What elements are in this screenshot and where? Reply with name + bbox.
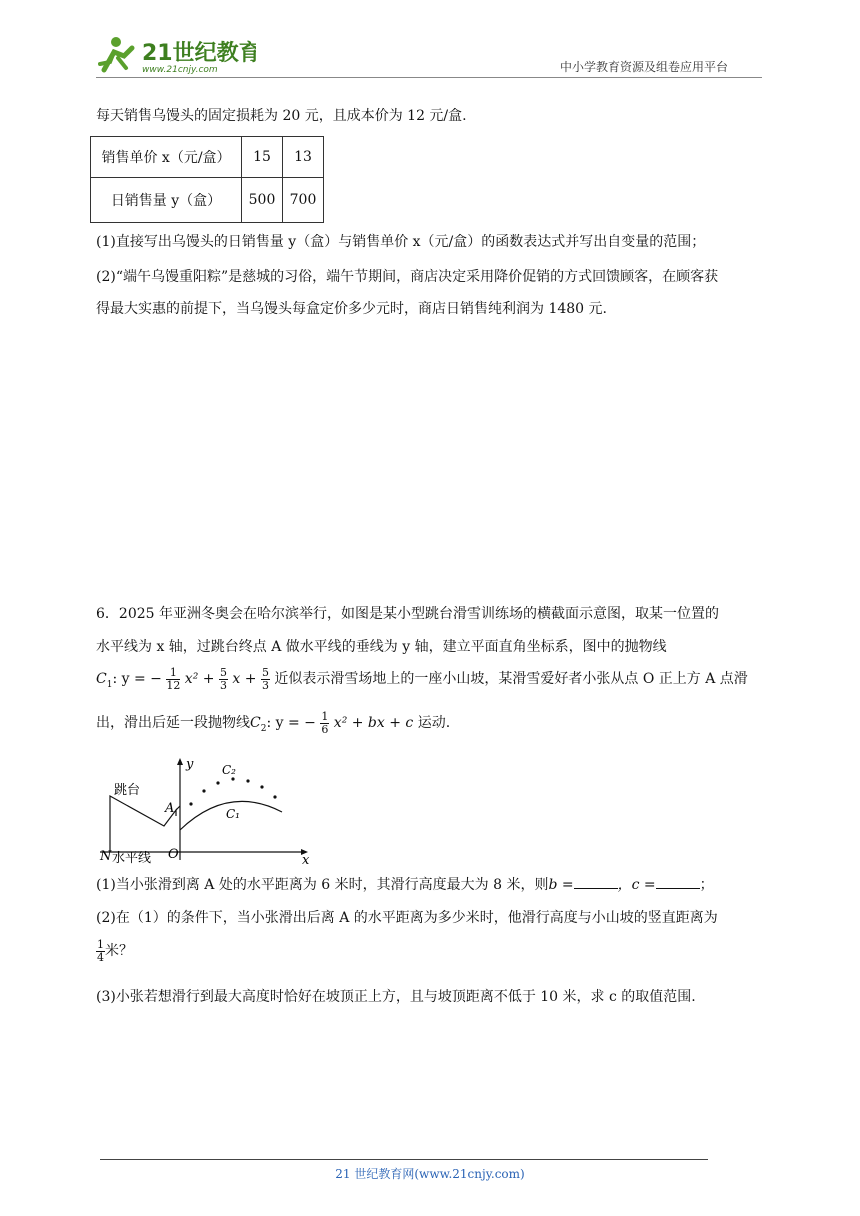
fraction: $\frac{1}{12}$ <box>166 665 181 692</box>
table-cell: 13 <box>283 137 324 178</box>
q6-part2-line1: (2)在（1）的条件下，当小张滑出后离 A 的水平距离为多少米时，他滑行高度与小山坡的竖直距离为 <box>96 910 718 926</box>
q6-line3: $C_1$: y = − $\frac{1}{12}$ x² + $\frac{5}{3}$ x + $\frac{5}{3}$ 近似表示滑雪场地上的一座小山坡，某滑雪爱好者小张从点 O 正上方 A 点滑 <box>96 665 748 692</box>
fraction: $\frac{5}{3}$ <box>219 665 227 692</box>
y-axis-arrow-icon <box>177 758 183 765</box>
table-row <box>91 178 324 223</box>
q5-intro: 每天销售乌馒头的固定损耗为 20 元，且成本价为 12 元/盒. <box>96 108 467 124</box>
table-cell-label: 销售单价 x（元/盒） <box>91 137 242 178</box>
fraction: $\frac{1}{4}$ <box>97 937 104 964</box>
svg-text:跳台: 跳台 <box>114 783 141 798</box>
q5-part2-line2: 得最大实惠的前提下，当乌馒头每盒定价多少元时，商店日销售纯利润为 1480 元. <box>96 301 607 317</box>
q6-line2: 水平线为 x 轴，过跳台终点 A 做水平线的垂线为 y 轴，建立平面直角坐标系，图中的抛物线 <box>96 639 667 655</box>
fraction: $\frac{5}{3}$ <box>261 665 269 692</box>
svg-text:N: N <box>100 849 112 864</box>
svg-text:C₁: C₁ <box>226 807 240 821</box>
svg-text:x: x <box>302 853 310 866</box>
svg-text:www.21cnjy.com: www.21cnjy.com <box>142 65 218 75</box>
q5-part1: (1)直接写出乌馒头的日销售量 y（盒）与销售单价 x（元/盒）的函数表达式并写出自变量的范围； <box>96 234 706 250</box>
runner-logo-icon <box>100 37 132 70</box>
q6-part2-line2: $\frac{1}{4}$ 米？ <box>97 937 133 964</box>
svg-text:水平线: 水平线 <box>112 851 152 866</box>
svg-text:A: A <box>165 801 175 816</box>
footer-divider <box>100 1159 708 1160</box>
site-logo <box>96 30 256 78</box>
q6-line4: 出，滑出后延一段抛物线$C_2$: y = − $\frac{1}{6}$ x² + bx + c 运动. <box>96 709 451 736</box>
svg-text:y: y <box>186 757 194 772</box>
table-cell: 500 <box>242 178 283 223</box>
answer-blank-b[interactable] <box>574 874 618 889</box>
q6-part3: (3)小张若想滑行到最大高度时恰好在坡顶正上方，且与坡顶距离不低于 10 米，求 c 的取值范围. <box>96 989 696 1005</box>
footer-link[interactable]: 21 世纪教育网(www.21cnjy.com) <box>335 1167 525 1181</box>
sales-table <box>90 136 324 223</box>
fraction: $\frac{1}{6}$ <box>321 709 329 736</box>
header-divider <box>96 77 762 78</box>
svg-text:21世纪教育: 21世纪教育 <box>142 41 256 66</box>
table-cell-label: 日销售量 y（盒） <box>91 178 242 223</box>
svg-text:C₂: C₂ <box>222 763 236 777</box>
q5-part2-line1: (2)“端午乌馒重阳粽”是慈城的习俗，端午节期间，商店决定采用降价促销的方式回馈顾客，在顾客获 <box>96 269 719 285</box>
table-cell: 15 <box>242 137 283 178</box>
table-row <box>91 137 324 178</box>
ski-jump-figure <box>98 754 318 866</box>
svg-text:O: O <box>168 847 179 862</box>
q6-part1: (1)当小张滑到离 A 处的水平距离为 6 米时，其滑行高度最大为 8 米，则b = ，c = ； <box>96 874 714 895</box>
q6-line1: 6．2025 年亚洲冬奥会在哈尔滨举行，如图是某小型跳台滑雪训练场的横截面示意图，取某一位置的 <box>96 606 719 622</box>
table-cell: 700 <box>283 178 324 223</box>
answer-blank-c[interactable] <box>656 874 700 889</box>
header-platform-name: 中小学教育资源及组卷应用平台 <box>560 60 729 74</box>
